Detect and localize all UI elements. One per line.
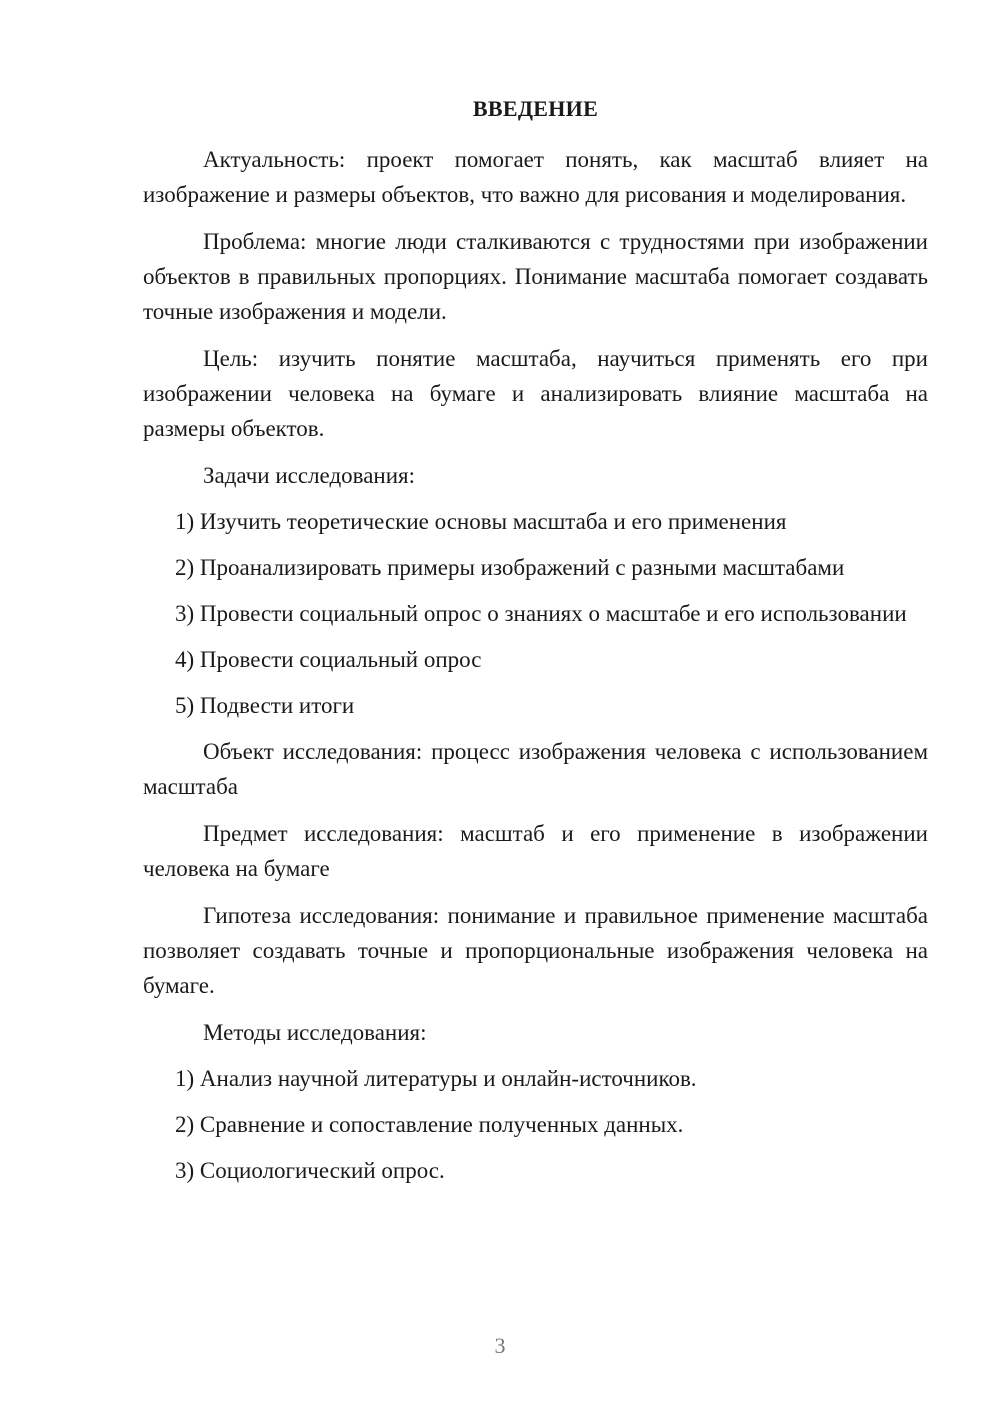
- method-item: 3) Социологический опрос.: [175, 1158, 445, 1183]
- task-item: 1) Изучить теоретические основы масштаба и его применения: [175, 509, 787, 534]
- tasks-heading: Задачи исследования:: [203, 463, 416, 488]
- problem-paragraph: Проблема: многие люди сталкиваются с трудностями при изображении объектов в правильных пропорциях. Понимание масштаба помогает создавать точные изображения и модели.: [143, 229, 928, 324]
- method-item: 1) Анализ научной литературы и онлайн-источников.: [175, 1066, 697, 1091]
- goal-paragraph: Цель: изучить понятие масштаба, научиться применять его при изображении человека на бумаге и анализировать влияние масштаба на размеры объектов.: [143, 346, 928, 441]
- task-item: 3) Провести социальный опрос о знаниях о масштабе и его использовании: [175, 601, 907, 626]
- relevance-paragraph: Актуальность: проект помогает понять, как масштаб влияет на изображение и размеры объектов, что важно для рисования и моделирования.: [143, 147, 928, 207]
- method-item: 2) Сравнение и сопоставление полученных данных.: [175, 1112, 684, 1137]
- research-object-paragraph: Объект исследования: процесс изображения человека с использованием масштаба: [143, 739, 928, 799]
- page-number: 3: [494, 1333, 506, 1358]
- task-item: 2) Проанализировать примеры изображений с разными масштабами: [175, 555, 845, 580]
- page-content: [143, 94, 928, 1199]
- hypothesis-paragraph: Гипотеза исследования: понимание и правильное применение масштаба позволяет создавать точные и пропорциональные изображения человека на бумаге.: [143, 903, 928, 998]
- task-item: 4) Провести социальный опрос: [175, 647, 482, 672]
- methods-heading: Методы исследования:: [203, 1020, 427, 1045]
- research-subject-paragraph: Предмет исследования: масштаб и его применение в изображении человека на бумаге: [143, 821, 928, 881]
- section-title: ВВЕДЕНИЕ: [472, 96, 599, 121]
- task-item: 5) Подвести итоги: [175, 693, 355, 718]
